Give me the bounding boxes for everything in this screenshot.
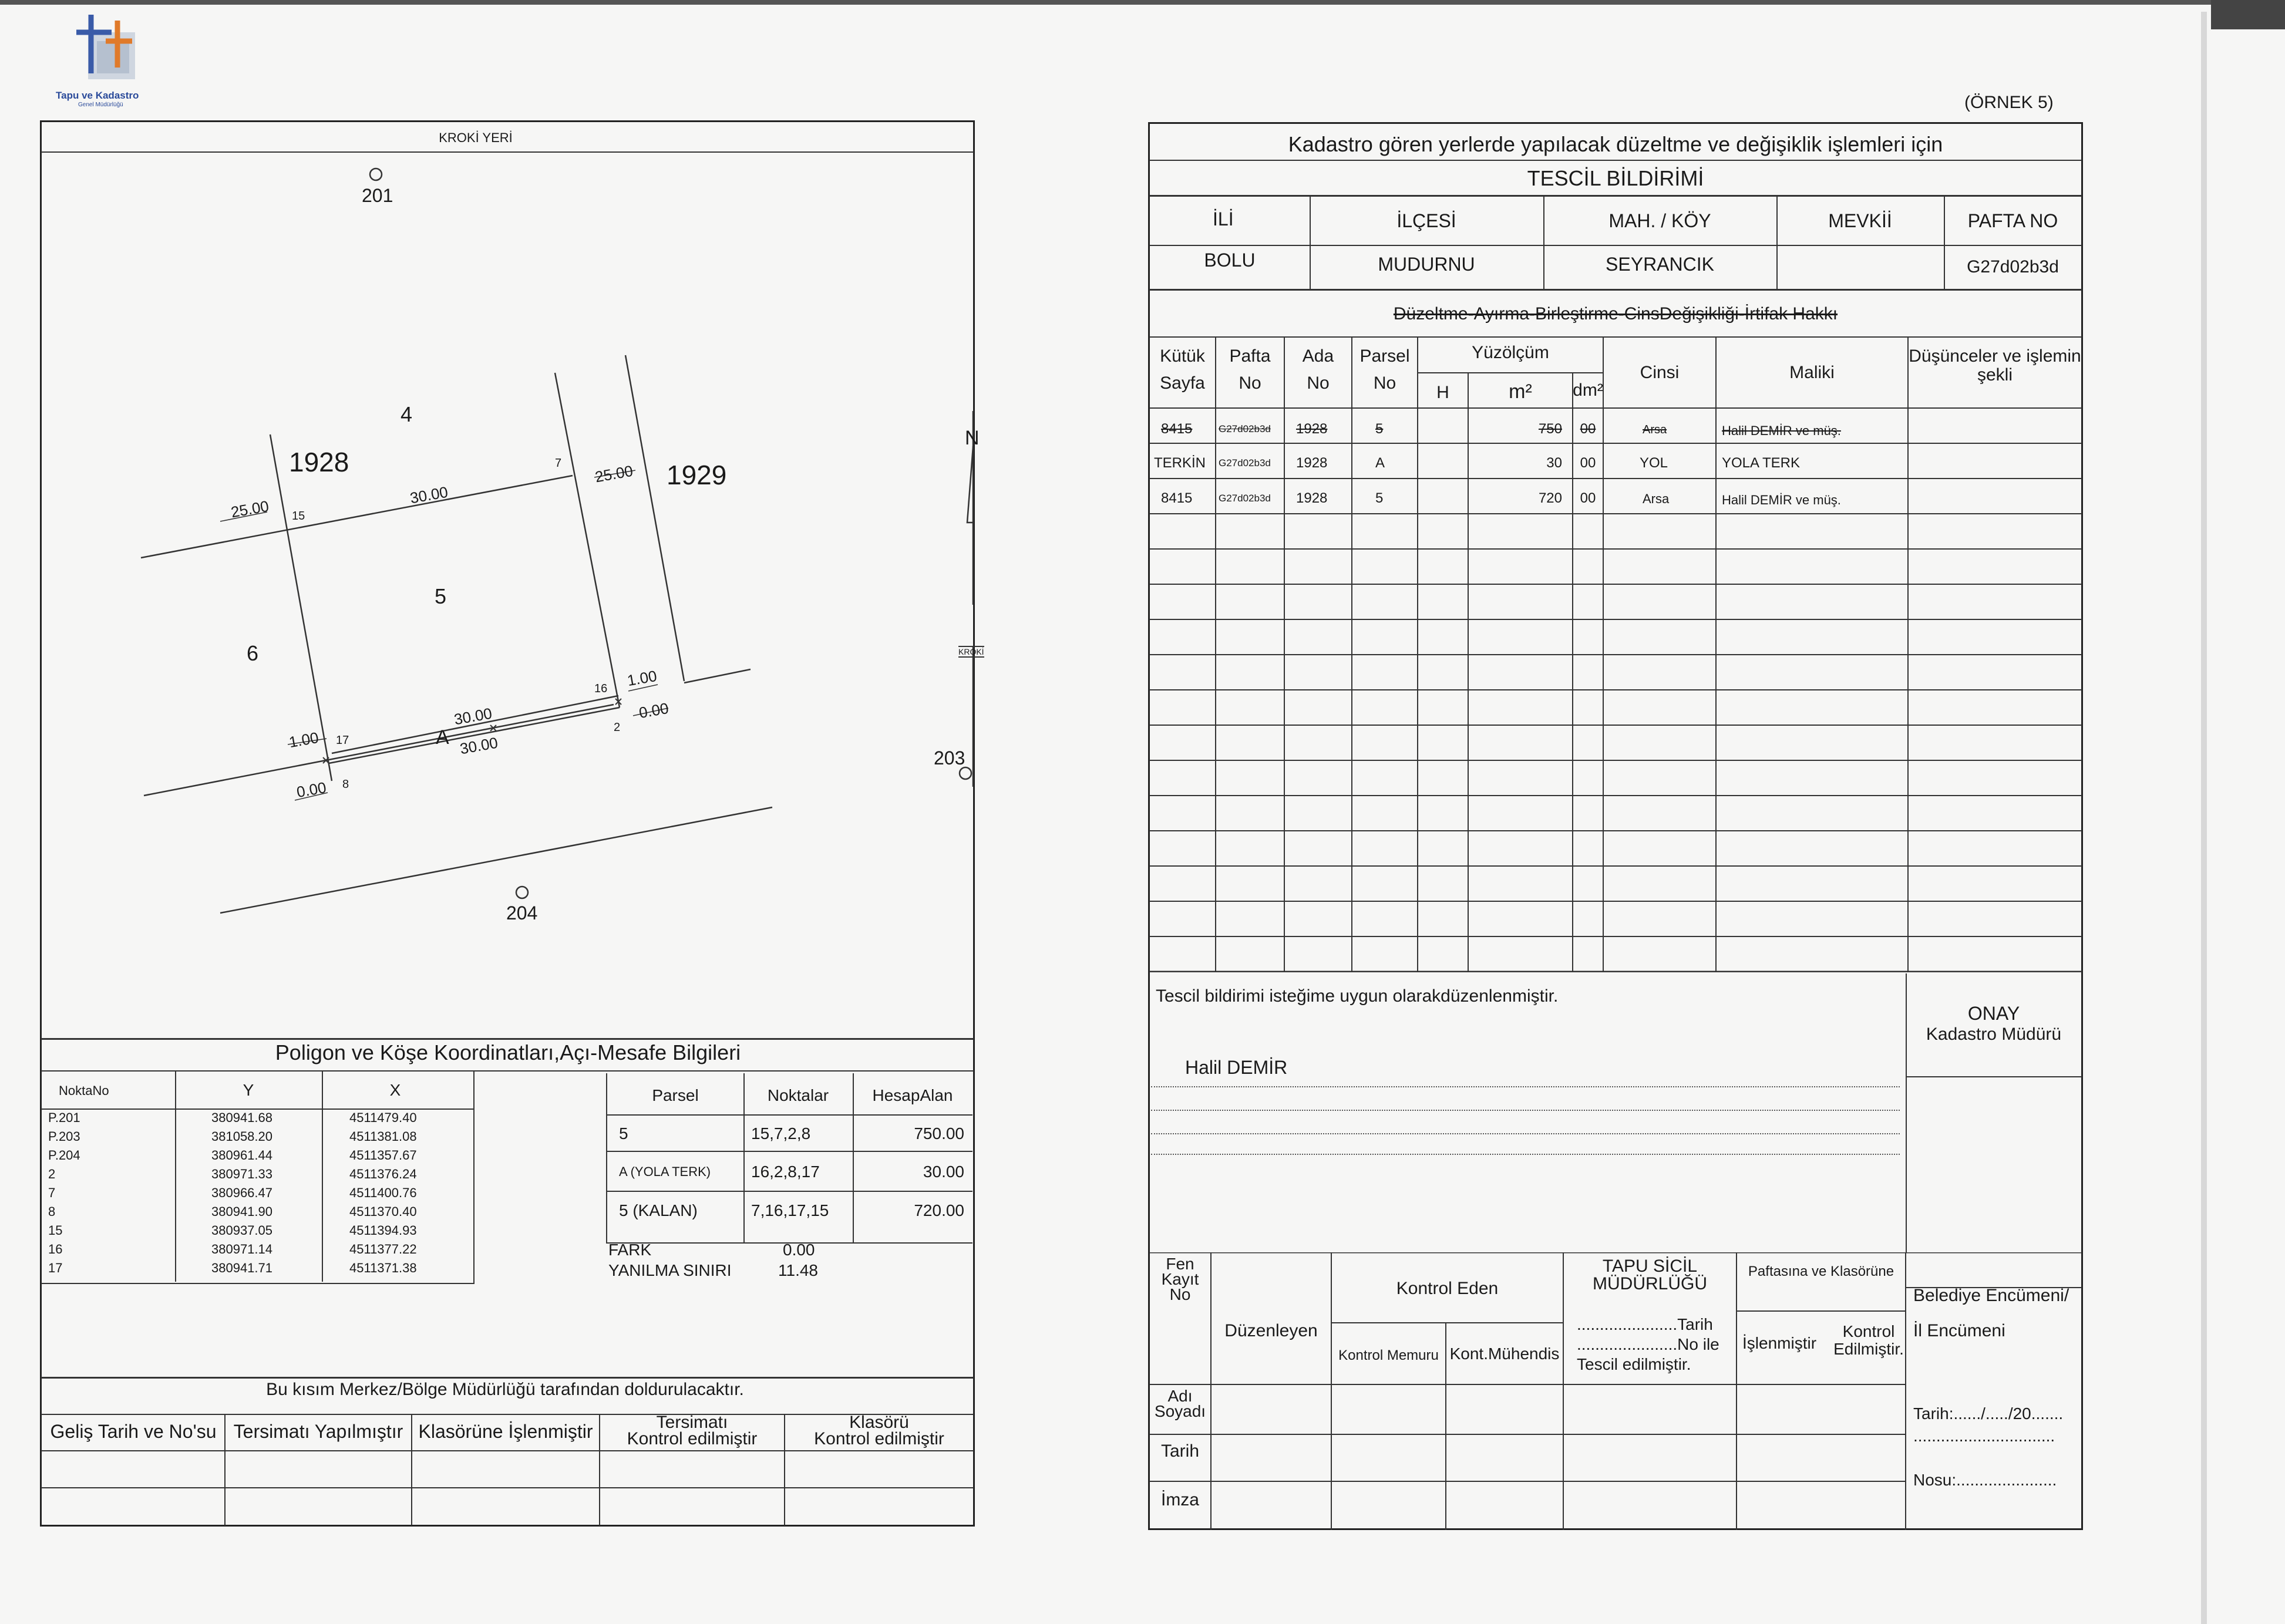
vertex-15-label: 15 bbox=[292, 510, 305, 523]
tapu-sicil-1: TAPU SİCİL bbox=[1602, 1256, 1698, 1276]
row1-ada: 1928 bbox=[1296, 421, 1328, 437]
row3-m2: 720 bbox=[1538, 490, 1562, 506]
row2-m2: 30 bbox=[1546, 455, 1562, 471]
road-line-south bbox=[220, 807, 772, 913]
tescil-statement: Tescil bildirimi isteğime uygun olarakdüzenlenmiştir. bbox=[1156, 986, 1559, 1006]
col-ada-2: No bbox=[1307, 373, 1330, 393]
adi-soyadi-1: Adı bbox=[1167, 1387, 1193, 1405]
row1-maliki: Halil DEMİR ve müş. bbox=[1722, 423, 1841, 438]
coord-row: P.203 381058.20 4511381.08 bbox=[48, 1129, 417, 1144]
table-row bbox=[1149, 408, 2082, 443]
row1-kutuk: 8415 bbox=[1161, 421, 1193, 437]
row3-ada: 1928 bbox=[1296, 490, 1328, 506]
fark-label: FARK bbox=[608, 1241, 652, 1259]
row3-kutuk: 8415 bbox=[1161, 490, 1193, 506]
ornek-label: (ÖRNEK 5) bbox=[1964, 93, 2054, 112]
point-201-label: 201 bbox=[362, 185, 393, 206]
col-maliki: Maliki bbox=[1789, 363, 1835, 382]
parcel-west-boundary bbox=[270, 434, 332, 781]
row3-parsel: 5 bbox=[1375, 490, 1384, 506]
parcel-1929-boundary bbox=[625, 355, 684, 681]
parcel-east-boundary bbox=[555, 373, 620, 707]
kontrol-memuru-label: Kontrol Memuru bbox=[1338, 1347, 1439, 1363]
loc-value-mah: SEYRANCIK bbox=[1606, 254, 1714, 275]
coordinate-table bbox=[41, 1070, 475, 1284]
parsel-row-2-alan: 30.00 bbox=[923, 1163, 964, 1181]
row2-dm2: 00 bbox=[1580, 455, 1596, 471]
parsel-row-3-parsel: 5 (KALAN) bbox=[619, 1201, 698, 1219]
coord-row: 17 380941.71 4511371.38 bbox=[48, 1261, 417, 1275]
col-pafta-2: No bbox=[1239, 373, 1261, 393]
parsel-row-1-noktalar: 15,7,2,8 bbox=[751, 1124, 811, 1143]
adi-soyadi-2: Soyadı bbox=[1154, 1402, 1206, 1420]
mudurluk-h2: Tersimatı Yapılmıştır bbox=[233, 1421, 403, 1442]
mudurluk-h5a: Klasörü bbox=[849, 1413, 909, 1432]
col-kutuk-1: Kütük bbox=[1160, 346, 1205, 366]
sign-line-4 bbox=[1151, 1154, 1900, 1155]
loc-value-ilce: MUDURNU bbox=[1378, 254, 1475, 275]
row3-dm2: 00 bbox=[1580, 490, 1596, 506]
point-203-label: 203 bbox=[934, 747, 965, 769]
logo-brand: Tapu ve Kadastro bbox=[56, 90, 139, 101]
kontrol-edil-2: Edilmiştir. bbox=[1833, 1340, 1904, 1358]
parcel-1928-label: 1928 bbox=[289, 447, 349, 477]
tapu-tarih: ......................Tarih bbox=[1577, 1315, 1713, 1333]
row1-cinsi: Arsa bbox=[1643, 423, 1667, 436]
parsel-row-2-noktalar: 16,2,8,17 bbox=[751, 1163, 820, 1181]
onay-title: ONAY bbox=[1967, 1003, 2020, 1024]
dim-25-east: 25.00 bbox=[593, 461, 635, 486]
kroki-small-label: KROKİ bbox=[958, 647, 984, 656]
tescil-title-1: Kadastro gören yerlerde yapılacak düzeltme ve değişiklik işlemleri için bbox=[1288, 132, 1943, 156]
col-dusunceler-2: şekli bbox=[1977, 365, 2013, 385]
islenmistir-label: İşlenmiştir bbox=[1742, 1334, 1817, 1352]
encumen-tarih: Tarih:....../...../20....... bbox=[1913, 1404, 2064, 1423]
loc-header-pafta: PAFTA NO bbox=[1967, 210, 2058, 231]
col-dusunceler-1: Düşünceler ve işlemin bbox=[1909, 346, 2081, 366]
row2-kutuk: TERKİN bbox=[1154, 455, 1206, 471]
loc-header-ilce: İLÇESİ bbox=[1396, 210, 1456, 231]
parsel-header-noktalar: Noktalar bbox=[767, 1086, 829, 1104]
mudurluk-title: Bu kısım Merkez/Bölge Müdürlüğü tarafından doldurulacaktır. bbox=[266, 1380, 744, 1399]
col-parsel-1: Parsel bbox=[1359, 346, 1410, 366]
parsel-row-3-alan: 720.00 bbox=[914, 1201, 964, 1219]
row3-maliki: Halil DEMİR ve müş. bbox=[1722, 493, 1841, 507]
coord-row: 16 380971.14 4511377.22 bbox=[48, 1242, 417, 1256]
coord-header-y: Y bbox=[243, 1081, 254, 1099]
vertex-2-label: 2 bbox=[614, 721, 621, 734]
point-204-icon bbox=[516, 887, 528, 898]
mudurluk-h3: Klasörüne İşlenmiştir bbox=[418, 1421, 593, 1442]
kontrol-edil-1: Kontrol bbox=[1842, 1322, 1895, 1340]
duzenleyen-label: Düzenleyen bbox=[1224, 1321, 1318, 1340]
coord-rows bbox=[41, 1110, 473, 1279]
imza-label: İmza bbox=[1160, 1490, 1199, 1510]
il-encumeni-label: İl Encümeni bbox=[1913, 1321, 2005, 1340]
row3-cinsi: Arsa bbox=[1643, 491, 1670, 506]
scan-top-edge bbox=[0, 0, 2285, 5]
parcel-north-boundary bbox=[141, 476, 573, 558]
kontrol-eden-label: Kontrol Eden bbox=[1396, 1279, 1499, 1298]
yanilma-label: YANILMA SINIRI bbox=[608, 1261, 732, 1279]
coord-row: P.204 380961.44 4511357.67 bbox=[48, 1148, 417, 1163]
tescil-edildi: Tescil edilmiştir. bbox=[1577, 1355, 1691, 1373]
vertex-17-label: 17 bbox=[336, 734, 349, 747]
col-ada-1: Ada bbox=[1302, 346, 1334, 366]
page-right-shadow bbox=[2201, 12, 2207, 1624]
coord-row: 2 380971.33 4511376.24 bbox=[48, 1167, 417, 1181]
poligon-title: Poligon ve Köşe Koordinatları,Açı-Mesafe Bilgileri bbox=[275, 1040, 741, 1064]
sign-line-3 bbox=[1151, 1133, 1900, 1134]
col-kutuk-2: Sayfa bbox=[1160, 373, 1205, 393]
coord-row: 8 380941.90 4511370.40 bbox=[48, 1204, 417, 1219]
paftasina-label: Paftasına ve Klasörüne bbox=[1748, 1264, 1894, 1279]
onay-subtitle: Kadastro Müdürü bbox=[1926, 1025, 2062, 1044]
row2-pafta: G27d02b3d bbox=[1219, 457, 1271, 469]
dim-1-east: 1.00 bbox=[625, 666, 658, 690]
parsel-table bbox=[606, 1073, 972, 1244]
row1-pafta: G27d02b3d bbox=[1219, 423, 1271, 434]
parcel-4-label: 4 bbox=[401, 402, 413, 426]
mudurluk-h1: Geliş Tarih ve No'su bbox=[50, 1421, 217, 1442]
vertex-8-label: 8 bbox=[342, 778, 349, 791]
yanilma-value: 11.48 bbox=[778, 1261, 818, 1279]
vertex-7-label: 7 bbox=[555, 457, 562, 470]
tescil-title-2: TESCİL BİLDİRİMİ bbox=[1527, 166, 1704, 190]
parsel-header-hesapalan: HesapAlan bbox=[872, 1086, 953, 1104]
col-h: H bbox=[1436, 383, 1449, 402]
dim-1-west: 1.00 bbox=[287, 728, 320, 752]
title-line-2 bbox=[1149, 195, 2082, 197]
encumen-nosu: Nosu:...................... bbox=[1913, 1471, 2057, 1489]
loc-header-mevki: MEVKİİ bbox=[1828, 210, 1892, 231]
logo-sub: Genel Müdürlüğü bbox=[78, 102, 123, 108]
road-line-north bbox=[144, 705, 614, 796]
dim-30-road-s: 30.00 bbox=[458, 733, 500, 758]
belediye-label: Belediye Encümeni/ bbox=[1913, 1286, 2069, 1305]
loc-value-il: BOLU bbox=[1204, 250, 1256, 271]
mudurluk-h4a: Tersimatı bbox=[656, 1413, 728, 1432]
parcel-1929-label: 1929 bbox=[667, 460, 727, 490]
tarih-label: Tarih bbox=[1160, 1441, 1200, 1461]
mudurluk-h5b: Kontrol edilmiştir bbox=[814, 1429, 944, 1448]
dim-0-west: 0.00 bbox=[295, 778, 328, 801]
mudurluk-top-line bbox=[41, 1377, 974, 1379]
point-203-icon bbox=[960, 767, 971, 779]
col-parsel-2: No bbox=[1373, 373, 1396, 393]
point-204-label: 204 bbox=[506, 902, 538, 924]
scan-right-edge bbox=[2211, 0, 2285, 29]
parsel-row-3-noktalar: 7,16,17,15 bbox=[751, 1201, 829, 1219]
sign-line-1 bbox=[1151, 1086, 1900, 1087]
islem-types: Düzeltme-Ayırma-Birleştirme-CinsDeğişikliği-İrtifak Hakkı bbox=[1393, 304, 1838, 324]
coord-header-nokta: NoktaNo bbox=[59, 1083, 109, 1098]
poligon-top-line bbox=[41, 1038, 974, 1040]
col-dm2: dm² bbox=[1573, 380, 1603, 400]
row2-parsel: A bbox=[1375, 455, 1385, 471]
parcel-5-label: 5 bbox=[435, 584, 447, 608]
row2-maliki: YOLA TERK bbox=[1722, 455, 1800, 471]
row1-parsel: 5 bbox=[1375, 421, 1384, 437]
onay-line bbox=[1906, 1076, 2082, 1077]
row2-ada: 1928 bbox=[1296, 455, 1328, 471]
row1-dm2: 00 bbox=[1580, 421, 1596, 437]
dim-25-west: 25.00 bbox=[229, 497, 271, 521]
parsel-row-2-parsel: A (YOLA TERK) bbox=[619, 1164, 711, 1179]
table-row bbox=[1149, 479, 2082, 514]
row1-m2: 750 bbox=[1538, 421, 1562, 437]
mudurluk-row-line bbox=[41, 1487, 974, 1488]
row2-cinsi: YOL bbox=[1640, 455, 1668, 471]
coord-row: 15 380937.05 4511394.93 bbox=[48, 1223, 417, 1238]
mudurluk-h4b: Kontrol edilmiştir bbox=[627, 1429, 758, 1448]
north-label: N bbox=[965, 427, 980, 449]
coord-row: P.201 380941.68 4511479.40 bbox=[48, 1110, 417, 1125]
parcel-6-label: 6 bbox=[247, 641, 259, 665]
kroki-title: KROKİ YERİ bbox=[439, 130, 513, 145]
coord-header-x: X bbox=[389, 1081, 401, 1099]
vertex-16-label: 16 bbox=[594, 682, 608, 695]
logo bbox=[56, 9, 164, 108]
road-area-label: A bbox=[436, 726, 449, 749]
kont-muhendis-label: Kont.Mühendis bbox=[1449, 1345, 1560, 1363]
col-pafta-1: Pafta bbox=[1229, 346, 1271, 366]
kroki-sketch bbox=[41, 153, 974, 1033]
parsel-header-parsel: Parsel bbox=[652, 1086, 699, 1104]
parsel-row-1-alan: 750.00 bbox=[914, 1124, 964, 1143]
loc-bottom-line bbox=[1149, 289, 2082, 291]
col-cinsi: Cinsi bbox=[1640, 363, 1680, 382]
dim-0-east: 0.00 bbox=[637, 699, 670, 722]
fen-kayit-1: Fen bbox=[1166, 1255, 1194, 1273]
sign-line-2 bbox=[1151, 1110, 1900, 1111]
coord-row: 7 380966.47 4511400.76 bbox=[48, 1185, 417, 1200]
loc-header-mah: MAH. / KÖY bbox=[1608, 210, 1711, 231]
tapu-sicil-2: MÜDÜRLÜĞÜ bbox=[1593, 1274, 1707, 1293]
dim-30-north: 30.00 bbox=[408, 483, 450, 507]
point-201-icon bbox=[370, 169, 382, 180]
tkgm-logo-icon bbox=[56, 9, 144, 85]
col-yuzolcum: Yüzölçüm bbox=[1472, 343, 1549, 362]
fark-value: 0.00 bbox=[783, 1241, 815, 1259]
title-line-1 bbox=[1149, 160, 2082, 161]
loc-header-il: İLİ bbox=[1213, 208, 1234, 230]
owner-name: Halil DEMİR bbox=[1185, 1057, 1288, 1078]
fen-kayit-3: No bbox=[1169, 1285, 1191, 1303]
dim-30-road-n: 30.00 bbox=[452, 704, 494, 729]
tapu-no: ......................No ile bbox=[1577, 1335, 1719, 1353]
col-m2: m² bbox=[1509, 380, 1532, 403]
loc-mid-line bbox=[1149, 245, 2082, 246]
loc-value-pafta: G27d02b3d bbox=[1967, 257, 2059, 277]
row3-pafta: G27d02b3d bbox=[1219, 493, 1271, 504]
encumen-dots: ............................... bbox=[1913, 1427, 2055, 1445]
parcel-1929-short-line bbox=[684, 669, 751, 683]
table-row bbox=[1149, 443, 2082, 479]
parsel-row-1-parsel: 5 bbox=[619, 1124, 628, 1143]
mudurluk-header-line bbox=[41, 1450, 974, 1451]
fen-kayit-2: Kayıt bbox=[1161, 1270, 1199, 1288]
